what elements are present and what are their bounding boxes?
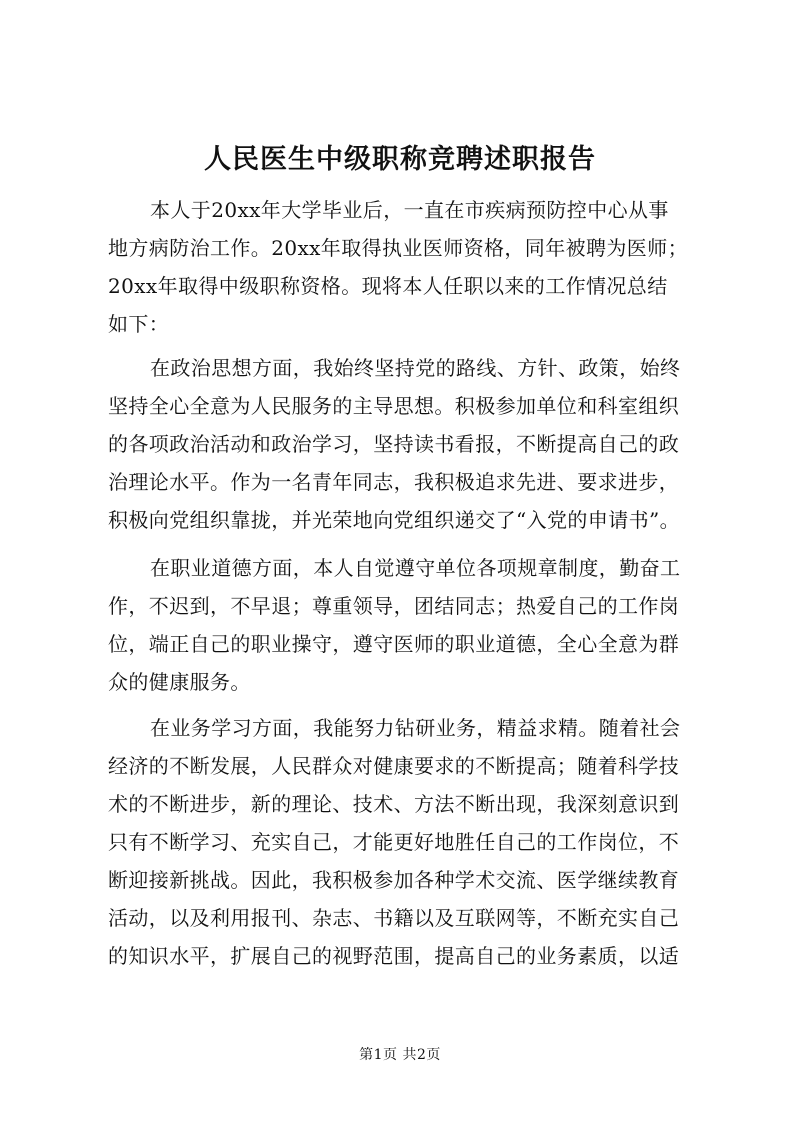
text-line: 经济的不断发展，人民群众对健康要求的不断提高；随着科学技 xyxy=(108,754,680,778)
page-number-footer: 第1页 共2页 xyxy=(359,1047,441,1063)
text-line: 如下： xyxy=(108,312,170,336)
text-line: 在政治思想方面，我始终坚持党的路线、方针、政策，始终 xyxy=(150,356,681,380)
text-line: 术的不断进步，新的理论、技术、方法不断出现，我深刻意识到 xyxy=(108,792,680,816)
text-line: 坚持全心全意为人民服务的主导思想。积极参加单位和科室组织 xyxy=(108,394,680,418)
text-line: 位，端正自己的职业操守，遵守医师的职业道德，全心全意为群 xyxy=(108,632,680,656)
text-line: 众的健康服务。 xyxy=(108,670,251,694)
text-line: 治理论水平。作为一名青年同志，我积极追求先进、要求进步， xyxy=(108,470,680,494)
text-line: 在业务学习方面，我能努力钻研业务，精益求精。随着社会 xyxy=(150,716,681,740)
text-line: 20xx年取得中级职称资格。现将本人任职以来的工作情况总结 xyxy=(108,274,668,298)
text-line: 本人于20xx年大学毕业后，一直在市疾病预防控中心从事 xyxy=(150,198,669,222)
text-line: 断迎接新挑战。因此，我积极参加各种学术交流、医学继续教育 xyxy=(108,868,680,892)
text-line: 的知识水平，扩展自己的视野范围，提高自己的业务素质，以适 xyxy=(108,944,680,968)
text-line: 活动，以及利用报刊、杂志、书籍以及互联网等，不断充实自己 xyxy=(108,906,680,930)
text-line: 在职业道德方面，本人自觉遵守单位各项规章制度，勤奋工 xyxy=(150,556,681,580)
text-line: 地方病防治工作。20xx年取得执业医师资格，同年被聘为医师； xyxy=(108,236,689,260)
text-line: 积极向党组织靠拢，并光荣地向党组织递交了“入党的申请书”。 xyxy=(108,508,681,532)
text-line: 只有不断学习、充实自己，才能更好地胜任自己的工作岗位，不 xyxy=(108,830,680,854)
page-title: 人民医生中级职称竞聘述职报告 xyxy=(204,144,596,175)
text-line: 的各项政治活动和政治学习，坚持读书看报，不断提高自己的政 xyxy=(108,432,680,456)
text-line: 作，不迟到，不早退；尊重领导，团结同志；热爱自己的工作岗 xyxy=(108,594,680,618)
